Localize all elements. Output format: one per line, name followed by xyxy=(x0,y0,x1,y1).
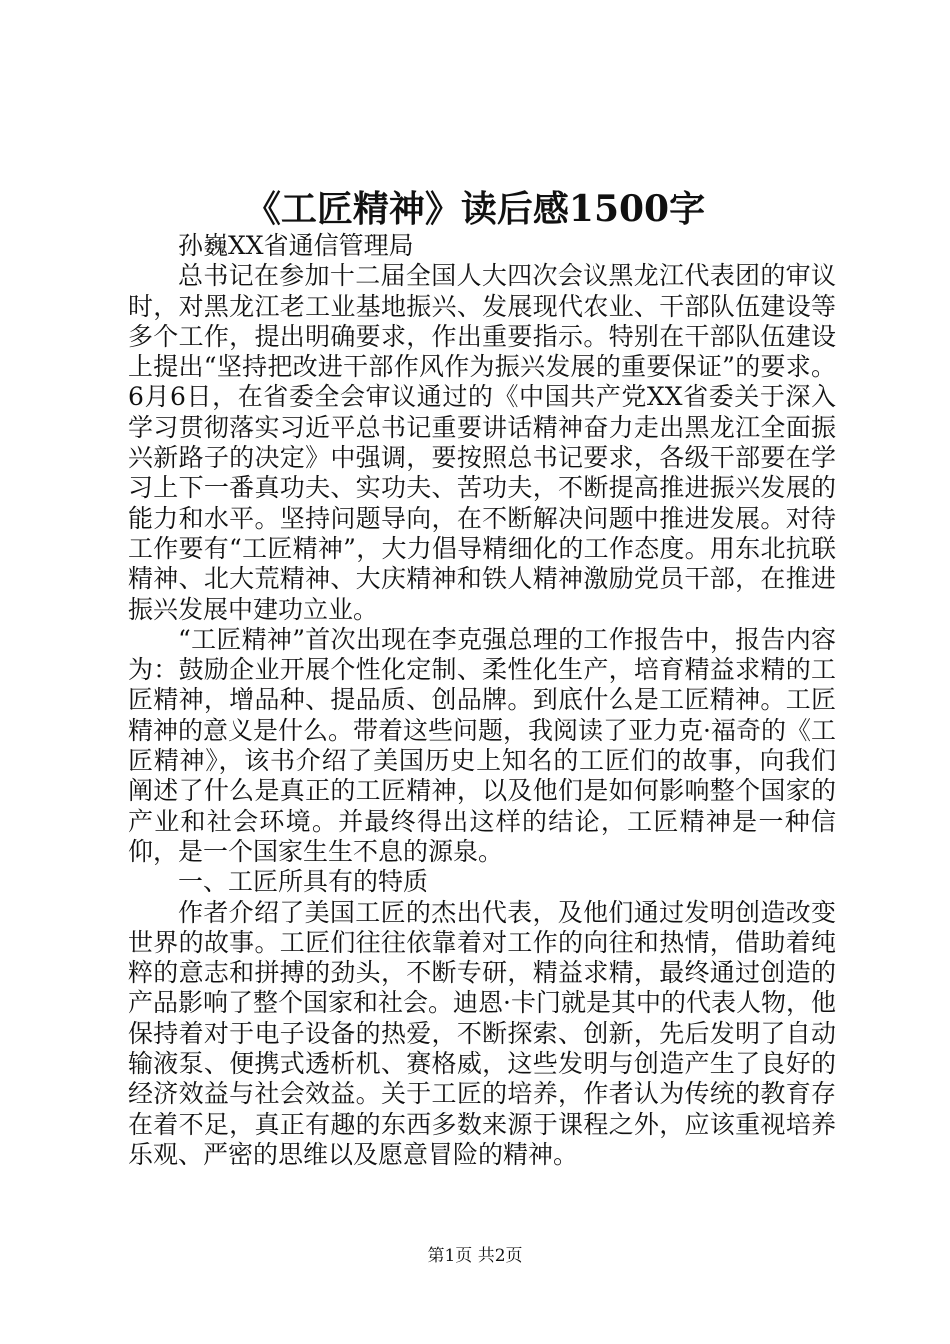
page-number-footer: 第1页 共2页 xyxy=(427,1246,523,1266)
document-body xyxy=(128,231,836,1170)
paragraph-1: 总书记在参加十二届全国人大四次会议黑龙江代表团的审议时，对黑龙江老工业基地振兴、发展现代农业、干部队伍建设等多个工作，提出明确要求，作出重要指示。特别在干部队伍建设上提出“坚持把改进干部作风作为振兴发展的重要保证”的要求。6月6日，在省委全会审议通过的《中国共产党XX省委关于深入学习贯彻落实习近平总书记重要讲话精神奋力走出黑龙江全面振兴新路子的决定》中强调，要按照总书记要求，各级干部要在学习上下一番真功夫、实功夫、苦功夫，不断提高推进振兴发展的能力和水平。坚持问题导向，在不断解决问题中推进发展。对待工作要有“工匠精神”，大力倡导精细化的工作态度。用东北抗联精神、北大荒精神、大庆精神和铁人精神激励党员干部，在推进振兴发展中建功立业。 xyxy=(128,261,836,624)
section-heading: 一、工匠所具有的特质 xyxy=(178,867,429,897)
paragraph-2: “工匠精神”首次出现在李克强总理的工作报告中，报告内容为：鼓励企业开展个性化定制、柔性化生产，培育精益求精的工匠精神，增品种、提品质、创品牌。到底什么是工匠精神。工匠精神的意义是什么。带着这些问题，我阅读了亚力克·福奇的《工匠精神》，该书介绍了美国历史上知名的工匠们的故事，向我们阐述了什么是真正的工匠精神，以及他们是如何影响整个国家的产业和社会环境。并最终得出这样的结论，工匠精神是一种信仰，是一个国家生生不息的源泉。 xyxy=(128,624,836,866)
paragraph-3: 作者介绍了美国工匠的杰出代表，及他们通过发明创造改变世界的故事。工匠们往往依靠着对工作的向往和热情，借助着纯粹的意志和拼搏的劲头，不断专研，精益求精，最终通过创造的产品影响了整个国家和社会。迪恩·卡门就是其中的代表人物，他保持着对于电子设备的热爱，不断探索、创新，先后发明了自动输液泵、便携式透析机、赛格威，这些发明与创造产生了良好的经济效益与社会效益。关于工匠的培养，作者认为传统的教育存在着不足，真正有趣的东西多数来源于课程之外，应该重视培养乐观、严密的思维以及愿意冒险的精神。 xyxy=(128,897,836,1169)
document-title: 《工匠精神》读后感1500字 xyxy=(244,188,706,230)
author-line: 孙巍XX省通信管理局 xyxy=(178,231,414,260)
